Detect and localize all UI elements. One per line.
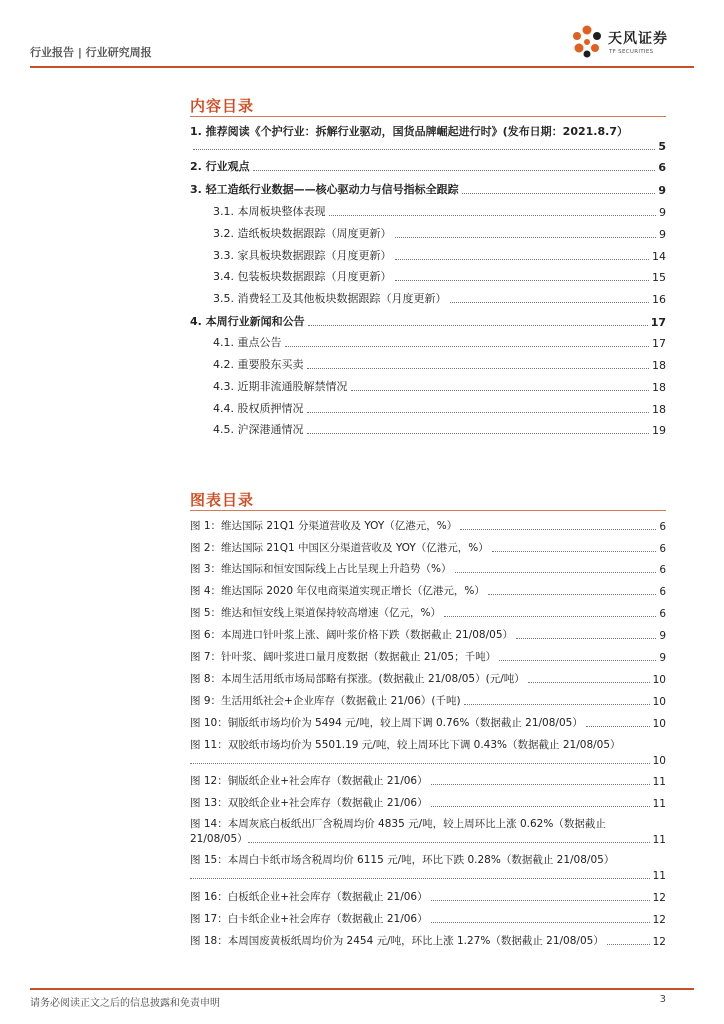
page-number: 12 xyxy=(652,914,666,926)
dot-leader xyxy=(190,763,650,764)
figure-entry-11-cont[interactable] xyxy=(190,753,666,767)
figure-entry-2[interactable]: 图 2：维达国际 21Q1 中国区分渠道营收及 YOY（亿港元，%） 6 xyxy=(190,542,666,555)
page-number: 12 xyxy=(652,892,666,904)
dot-leader xyxy=(248,842,650,843)
page-number: 17 xyxy=(652,337,666,350)
page-number: 6 xyxy=(659,543,666,555)
dot-leader xyxy=(395,280,650,281)
page-number: 19 xyxy=(652,424,666,437)
header-divider xyxy=(30,66,694,68)
page-number: 9 xyxy=(659,652,666,664)
brand-logo xyxy=(568,24,694,60)
dot-leader xyxy=(308,325,648,326)
figure-entry-8[interactable]: 图 8：本周生活用纸市场局部略有探涨。(数据截止 21/08/05）(元/吨） 10 xyxy=(190,673,666,686)
dot-leader xyxy=(607,944,650,945)
dot-leader xyxy=(516,638,656,639)
page-number: 6 xyxy=(659,521,666,533)
figure-entry-10[interactable]: 图 10：铜版纸市场均价为 5494 元/吨，较上周下调 0.76%（数据截止 21/08/05） 10 xyxy=(190,717,666,730)
page-number: 9 xyxy=(659,206,666,219)
dot-leader xyxy=(307,412,650,413)
dot-leader xyxy=(464,704,650,705)
dot-leader xyxy=(307,433,650,434)
figure-entry-14[interactable]: 图 14：本周灰底白板纸出厂含税周均价 4835 元/吨，较上周环比上涨 0.62%（数据截止 xyxy=(190,818,606,830)
figure-entry-14-cont[interactable]: 21/08/05） 11 xyxy=(190,833,666,846)
toc-title-rule xyxy=(190,116,666,117)
toc-entry-4-2[interactable]: 4.2. 重要股东买卖 18 xyxy=(213,358,666,372)
figure-entry-18[interactable]: 图 18：本周国废黄板纸周均价为 2454 元/吨，环比上涨 1.27%（数据截止 21/08/05） 12 xyxy=(190,935,666,948)
page-number: 11 xyxy=(652,798,666,810)
figure-entry-12[interactable]: 图 12：铜版纸企业+社会库存（数据截止 21/06） 11 xyxy=(190,775,666,788)
page-number: 6 xyxy=(658,161,666,174)
page-number-footer: 3 xyxy=(659,994,666,1005)
dot-leader xyxy=(462,193,656,194)
dot-leader xyxy=(395,259,650,260)
dot-leader xyxy=(528,682,650,683)
page-number: 9 xyxy=(659,630,666,642)
dot-leader xyxy=(586,726,650,727)
figure-entry-9[interactable]: 图 9：生活用纸社会+企业库存（数据截止 21/06）(千吨) 10 xyxy=(190,695,666,708)
toc-entry-2[interactable]: 2. 行业观点 6 xyxy=(190,160,666,174)
page-number: 9 xyxy=(659,228,666,241)
toc-entry-4-4[interactable]: 4.4. 股权质押情况 18 xyxy=(213,402,666,416)
dot-leader xyxy=(460,529,656,530)
disclaimer-text: 请务必阅读正文之后的信息披露和免责申明 xyxy=(30,998,220,1009)
page-number: 10 xyxy=(652,674,666,686)
figure-entry-1[interactable]: 图 1：维达国际 21Q1 分渠道营收及 YOY（亿港元，%） 6 xyxy=(190,520,666,533)
tf-securities-logo-icon xyxy=(568,24,606,60)
figures-title-rule xyxy=(190,510,666,511)
figure-entry-16[interactable]: 图 16：白板纸企业+社会库存（数据截止 21/06） 12 xyxy=(190,891,666,904)
dot-leader xyxy=(444,616,656,617)
toc-entry-1[interactable]: 1. 推荐阅读《个护行业：拆解行业驱动，国货品牌崛起进行时》(发布日期：2021.8.7） xyxy=(190,125,628,138)
page-number: 12 xyxy=(652,936,666,948)
page-number: 10 xyxy=(652,696,666,708)
figure-entry-15-cont[interactable] xyxy=(190,868,666,882)
page-number: 18 xyxy=(652,359,666,372)
dot-leader xyxy=(253,170,656,171)
dot-leader xyxy=(450,302,650,303)
footer-divider xyxy=(30,988,694,990)
dot-leader xyxy=(492,551,657,552)
report-category: 行业报告 | 行业研究周报 xyxy=(30,46,152,59)
dot-leader xyxy=(431,806,650,807)
page-number: 11 xyxy=(652,834,666,846)
figure-entry-15[interactable]: 图 15：本周白卡纸市场含税周均价 6115 元/吨，环比下跌 0.28%（数据截止 21/08/05） xyxy=(190,854,615,866)
dot-leader xyxy=(431,900,650,901)
dot-leader xyxy=(193,149,655,150)
figure-entry-11[interactable]: 图 11：双胶纸市场均价为 5501.19 元/吨，较上周环比下调 0.43%（数据截止 21/08/05） xyxy=(190,739,621,751)
page-number: 18 xyxy=(652,381,666,394)
page-number: 17 xyxy=(650,316,666,329)
brand-name-en: TF SECURITIES xyxy=(609,49,654,55)
page-number: 15 xyxy=(652,271,666,284)
dot-leader xyxy=(285,346,650,347)
toc-entry-3[interactable]: 3. 轻工造纸行业数据——核心驱动力与信号指标全跟踪 9 xyxy=(190,183,666,197)
toc-entry-3-3[interactable]: 3.3. 家具板块数据跟踪（月度更新） 14 xyxy=(213,249,666,263)
figure-entry-7[interactable]: 图 7：针叶浆、阔叶浆进口量月度数据（数据截止 21/05；千吨） 9 xyxy=(190,651,666,664)
page-number: 10 xyxy=(652,755,666,767)
page-number: 6 xyxy=(659,586,666,598)
brand-name-cn: 天风证券 xyxy=(608,31,668,47)
figure-entry-17[interactable]: 图 17：白卡纸企业+社会库存（数据截止 21/06） 12 xyxy=(190,913,666,926)
dot-leader xyxy=(488,594,656,595)
page-number: 14 xyxy=(652,250,666,263)
dot-leader xyxy=(190,878,650,879)
page-number: 11 xyxy=(652,776,666,788)
page-number: 11 xyxy=(652,870,666,882)
dot-leader xyxy=(395,237,657,238)
page-number: 6 xyxy=(659,608,666,620)
toc-entry-3-4[interactable]: 3.4. 包装板块数据跟踪（月度更新） 15 xyxy=(213,270,666,284)
page-number: 6 xyxy=(659,564,666,576)
toc-title: 内容目录 xyxy=(190,97,255,115)
figure-entry-3[interactable]: 图 3：维达国际和恒安国际线上占比呈现上升趋势（%） 6 xyxy=(190,563,666,576)
dot-leader xyxy=(329,215,657,216)
dot-leader xyxy=(307,368,650,369)
toc-entry-3-5[interactable]: 3.5. 消费轻工及其他板块数据跟踪（月度更新） 16 xyxy=(213,292,666,306)
toc-entry-4[interactable]: 4. 本周行业新闻和公告 17 xyxy=(190,315,666,329)
toc-entry-3-2[interactable]: 3.2. 造纸板块数据跟踪（周度更新） 9 xyxy=(213,227,666,241)
dot-leader xyxy=(455,572,657,573)
toc-entry-4-1[interactable]: 4.1. 重点公告 17 xyxy=(213,336,666,350)
figures-title: 图表目录 xyxy=(190,491,255,509)
dot-leader xyxy=(499,660,656,661)
dot-leader xyxy=(431,922,650,923)
figure-entry-4[interactable]: 图 4：维达国际 2020 年仅电商渠道实现正增长（亿港元，%） 6 xyxy=(190,585,666,598)
toc-entry-3-1[interactable]: 3.1. 本周板块整体表现 9 xyxy=(213,205,666,219)
figure-entry-6[interactable]: 图 6：本周进口针叶浆上涨、阔叶浆价格下跌（数据截止 21/08/05） 9 xyxy=(190,629,666,642)
figure-entry-13[interactable]: 图 13：双胶纸企业+社会库存（数据截止 21/06） 11 xyxy=(190,797,666,810)
page-number: 16 xyxy=(652,293,666,306)
page-number: 18 xyxy=(652,403,666,416)
dot-leader xyxy=(351,390,650,391)
page-number: 9 xyxy=(658,184,666,197)
dot-leader xyxy=(431,784,650,785)
toc-entry-4-3[interactable]: 4.3. 近期非流通股解禁情况 18 xyxy=(213,380,666,394)
figure-entry-5[interactable]: 图 5：维达和恒安线上渠道保持较高增速（亿元，%） 6 xyxy=(190,607,666,620)
toc-entry-1-cont[interactable] xyxy=(190,137,666,153)
page-number: 10 xyxy=(652,718,666,730)
toc-entry-4-5[interactable]: 4.5. 沪深港通情况 19 xyxy=(213,423,666,437)
page-number: 5 xyxy=(658,140,666,153)
